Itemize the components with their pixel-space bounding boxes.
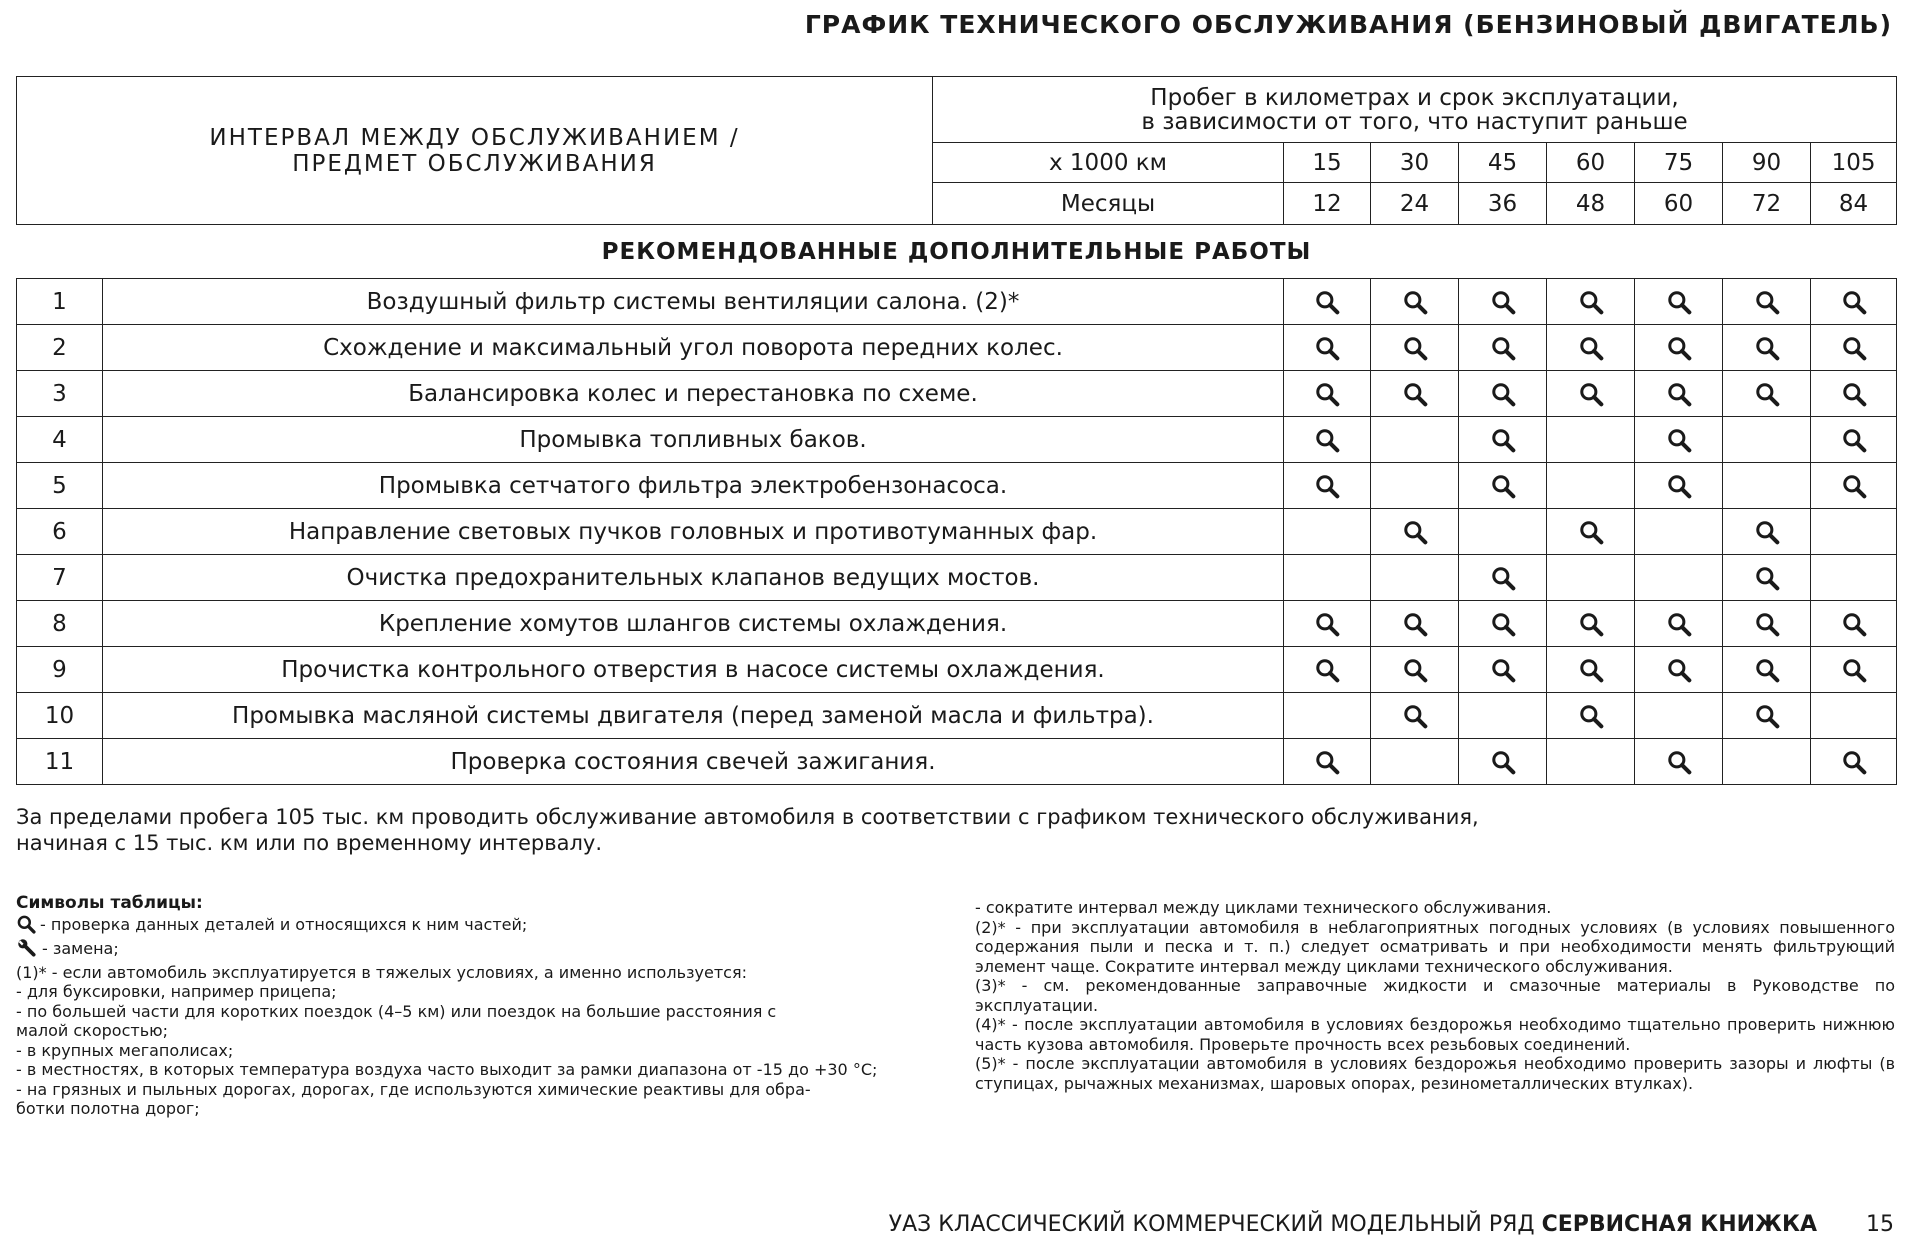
magnifier-icon: [1547, 289, 1634, 315]
schedule-cell: [1371, 325, 1459, 371]
row-description: Промывка сетчатого фильтра электробензонасоса.: [103, 463, 1284, 509]
row-number: 10: [17, 693, 103, 739]
schedule-cell: [1459, 279, 1547, 325]
months-value: 12: [1284, 183, 1371, 225]
schedule-cell: [1547, 555, 1635, 601]
schedule-cell: [1811, 739, 1897, 785]
row-description: Прочистка контрольного отверстия в насосе системы охлаждения.: [103, 647, 1284, 693]
page-title: ГРАФИК ТЕХНИЧЕСКОГО ОБСЛУЖИВАНИЯ (БЕНЗИНОВЫЙ ДВИГАТЕЛЬ): [804, 10, 1892, 39]
schedule-cell: [1635, 739, 1723, 785]
table-row: [17, 417, 1897, 463]
legend-right-column: [975, 898, 1895, 1093]
table-row: [17, 601, 1897, 647]
schedule-cell: [1547, 417, 1635, 463]
schedule-cell: [1723, 279, 1811, 325]
schedule-cell: [1547, 279, 1635, 325]
schedule-cell: [1459, 693, 1547, 739]
magnifier-icon: [1284, 749, 1370, 775]
legend-note-line: (4)* - после эксплуатации автомобиля в условиях бездорожья необходимо тщательно проверить нижнюю часть кузова автомобиля. Проверьте прочность всех резьбовых соединений.: [975, 1015, 1895, 1054]
magnifier-icon: [1371, 657, 1458, 683]
schedule-cell: [1371, 463, 1459, 509]
magnifier-icon: [1459, 335, 1546, 361]
schedule-cell: [1811, 279, 1897, 325]
schedule-cell: [1371, 371, 1459, 417]
row-description: Направление световых пучков головных и противотуманных фар.: [103, 509, 1284, 555]
wrench-icon: [16, 938, 38, 963]
legend-check-text: - проверка данных деталей и относящихся к ним частей;: [40, 914, 528, 934]
schedule-cell: [1371, 509, 1459, 555]
km-label: x 1000 км: [933, 143, 1284, 183]
magnifier-icon: [16, 914, 36, 939]
magnifier-icon: [1284, 427, 1370, 453]
schedule-cell: [1811, 647, 1897, 693]
row-description: Схождение и максимальный угол поворота передних колес.: [103, 325, 1284, 371]
magnifier-icon: [1284, 335, 1370, 361]
km-value: 15: [1284, 143, 1371, 183]
legend-replace-text: - замена;: [42, 939, 119, 958]
schedule-cell: [1284, 693, 1371, 739]
mileage-header-line2: в зависимости от того, что наступит раньше: [1141, 108, 1688, 135]
row-number: 3: [17, 371, 103, 417]
magnifier-icon: [1547, 381, 1634, 407]
magnifier-icon: [1459, 611, 1546, 637]
schedule-cell: [1547, 371, 1635, 417]
interval-header-line1: ИНТЕРВАЛ МЕЖДУ ОБСЛУЖИВАНИЕМ /: [209, 124, 740, 151]
magnifier-icon: [1371, 335, 1458, 361]
magnifier-icon: [1635, 473, 1722, 499]
legend-note-line: - по большей части для коротких поездок (4–5 км) или поездок на большие расстояния с: [16, 1001, 777, 1021]
schedule-cell: [1723, 555, 1811, 601]
row-number: 7: [17, 555, 103, 601]
magnifier-icon: [1635, 289, 1722, 315]
magnifier-icon: [1811, 335, 1896, 361]
km-value: 30: [1371, 143, 1459, 183]
schedule-cell: [1459, 555, 1547, 601]
schedule-cell: [1284, 325, 1371, 371]
page-footer: [889, 1212, 1894, 1237]
footer-booklet: СЕРВИСНАЯ КНИЖКА: [1541, 1212, 1817, 1237]
mileage-beyond-note: [16, 804, 1896, 856]
table-row: [17, 509, 1897, 555]
magnifier-icon: [1284, 381, 1370, 407]
table-row: [17, 371, 1897, 417]
schedule-cell: [1811, 417, 1897, 463]
schedule-cell: [1547, 647, 1635, 693]
magnifier-icon: [1284, 289, 1370, 315]
schedule-cell: [1547, 509, 1635, 555]
magnifier-icon: [1371, 703, 1458, 729]
km-value: 105: [1811, 143, 1897, 183]
schedule-cell: [1284, 463, 1371, 509]
row-number: 5: [17, 463, 103, 509]
row-description: Очистка предохранительных клапанов ведущих мостов.: [103, 555, 1284, 601]
magnifier-icon: [1284, 611, 1370, 637]
magnifier-icon: [1547, 335, 1634, 361]
magnifier-icon: [1723, 611, 1810, 637]
magnifier-icon: [1635, 427, 1722, 453]
legend-heading: Символы таблицы:: [16, 893, 203, 913]
months-value: 24: [1371, 183, 1459, 225]
mileage-beyond-note-line2: начиная с 15 тыс. км или по временному интервалу.: [16, 831, 603, 855]
schedule-cell: [1459, 325, 1547, 371]
schedule-cell: [1547, 463, 1635, 509]
schedule-cell: [1723, 647, 1811, 693]
schedule-cell: [1723, 463, 1811, 509]
row-number: 8: [17, 601, 103, 647]
schedule-cell: [1459, 647, 1547, 693]
schedule-cell: [1284, 371, 1371, 417]
table-row: [17, 463, 1897, 509]
legend-note-line: - в крупных мегаполисах;: [16, 1040, 234, 1060]
row-number: 9: [17, 647, 103, 693]
magnifier-icon: [1459, 289, 1546, 315]
km-value: 90: [1723, 143, 1811, 183]
magnifier-icon: [1547, 657, 1634, 683]
row-description: Воздушный фильтр системы вентиляции салона. (2)*: [103, 279, 1284, 325]
magnifier-icon: [1459, 381, 1546, 407]
legend-note-line: (2)* - при эксплуатации автомобиля в неблагоприятных погодных условиях (в условиях повышенного содержания пыли и песка и т. п.) следует осматривать и при необходимости менять фильтрующий элемент чаще. Сократите интервал между циклами технического обслуживания.: [975, 917, 1895, 976]
schedule-cell: [1723, 417, 1811, 463]
schedule-cell: [1284, 647, 1371, 693]
schedule-cell: [1811, 463, 1897, 509]
magnifier-icon: [1811, 749, 1896, 775]
row-description: Крепление хомутов шлангов системы охлаждения.: [103, 601, 1284, 647]
magnifier-icon: [1635, 749, 1722, 775]
schedule-cell: [1547, 693, 1635, 739]
schedule-cell: [1635, 693, 1723, 739]
schedule-cell: [1723, 371, 1811, 417]
magnifier-icon: [1723, 519, 1810, 545]
table-row: [17, 555, 1897, 601]
months-value: 84: [1811, 183, 1897, 225]
schedule-cell: [1635, 417, 1723, 463]
schedule-cell: [1635, 279, 1723, 325]
magnifier-icon: [1547, 611, 1634, 637]
magnifier-icon: [1459, 473, 1546, 499]
months-value: 48: [1547, 183, 1635, 225]
row-description: Промывка топливных баков.: [103, 417, 1284, 463]
schedule-cell: [1547, 739, 1635, 785]
schedule-cell: [1811, 371, 1897, 417]
row-number: 6: [17, 509, 103, 555]
table-row: [17, 739, 1897, 785]
km-value: 60: [1547, 143, 1635, 183]
schedule-cell: [1635, 371, 1723, 417]
magnifier-icon: [1284, 473, 1370, 499]
schedule-cell: [1723, 739, 1811, 785]
interval-header-line2: ПРЕДМЕТ ОБСЛУЖИВАНИЯ: [292, 150, 657, 177]
schedule-cell: [1635, 463, 1723, 509]
magnifier-icon: [1811, 381, 1896, 407]
maintenance-schedule-table: [16, 76, 1897, 785]
magnifier-icon: [1811, 427, 1896, 453]
schedule-cell: [1547, 325, 1635, 371]
months-value: 36: [1459, 183, 1547, 225]
table-row: [17, 325, 1897, 371]
schedule-cell: [1635, 601, 1723, 647]
months-value: 60: [1635, 183, 1723, 225]
magnifier-icon: [1723, 381, 1810, 407]
legend-left-column: [16, 894, 936, 1119]
schedule-cell: [1371, 417, 1459, 463]
schedule-cell: [1723, 601, 1811, 647]
magnifier-icon: [1459, 749, 1546, 775]
schedule-cell: [1723, 325, 1811, 371]
magnifier-icon: [1371, 381, 1458, 407]
schedule-cell: [1371, 693, 1459, 739]
schedule-cell: [1284, 279, 1371, 325]
km-value: 45: [1459, 143, 1547, 183]
row-number: 2: [17, 325, 103, 371]
legend-note-line: - в местностях, в которых температура воздуха часто выходит за рамки диапазона от -15 до +30 °С;: [16, 1060, 878, 1079]
magnifier-icon: [1371, 519, 1458, 545]
magnifier-icon: [1371, 289, 1458, 315]
schedule-cell: [1371, 647, 1459, 693]
months-label: Месяцы: [933, 183, 1284, 225]
schedule-cell: [1811, 555, 1897, 601]
schedule-cell: [1284, 509, 1371, 555]
magnifier-icon: [1635, 611, 1722, 637]
section-title: РЕКОМЕНДОВАННЫЕ ДОПОЛНИТЕЛЬНЫЕ РАБОТЫ: [17, 225, 1897, 279]
magnifier-icon: [1547, 703, 1634, 729]
magnifier-icon: [1723, 289, 1810, 315]
schedule-cell: [1635, 555, 1723, 601]
row-number: 4: [17, 417, 103, 463]
page-number: 15: [1866, 1212, 1894, 1237]
mileage-header-line1: Пробег в километрах и срок эксплуатации,: [1150, 84, 1679, 111]
magnifier-icon: [1635, 381, 1722, 407]
magnifier-icon: [1284, 657, 1370, 683]
legend-note-line: (5)* - после эксплуатации автомобиля в условиях бездорожья необходимо проверить зазоры и люфты (в ступицах, рычажных механизмах, шаровых опорах, резинометаллических втулках).: [975, 1054, 1895, 1093]
schedule-cell: [1723, 693, 1811, 739]
schedule-cell: [1371, 555, 1459, 601]
schedule-cell: [1371, 739, 1459, 785]
schedule-cell: [1547, 601, 1635, 647]
magnifier-icon: [1459, 427, 1546, 453]
table-row: [17, 693, 1897, 739]
km-value: 75: [1635, 143, 1723, 183]
magnifier-icon: [1635, 657, 1722, 683]
footer-model: УАЗ КЛАССИЧЕСКИЙ КОММЕРЧЕСКИЙ МОДЕЛЬНЫЙ РЯД: [888, 1212, 1535, 1237]
schedule-cell: [1371, 279, 1459, 325]
interval-header-cell: [17, 77, 933, 225]
schedule-cell: [1284, 555, 1371, 601]
months-value: 72: [1723, 183, 1811, 225]
mileage-header-cell: [933, 77, 1897, 143]
schedule-cell: [1635, 325, 1723, 371]
schedule-cell: [1284, 417, 1371, 463]
row-number: 11: [17, 739, 103, 785]
legend-note-line: ботки полотна дорог;: [16, 1099, 200, 1118]
schedule-cell: [1811, 509, 1897, 555]
schedule-cell: [1811, 325, 1897, 371]
schedule-cell: [1459, 601, 1547, 647]
legend-note-line: - сократите интервал между циклами технического обслуживания.: [975, 898, 1552, 917]
magnifier-icon: [1459, 657, 1546, 683]
magnifier-icon: [1371, 611, 1458, 637]
schedule-cell: [1459, 417, 1547, 463]
magnifier-icon: [1459, 565, 1546, 591]
magnifier-icon: [1723, 703, 1810, 729]
legend-note-line: малой скоростью;: [16, 1021, 168, 1040]
schedule-cell: [1459, 739, 1547, 785]
legend-note-line: - для буксировки, например прицепа;: [16, 982, 337, 1001]
schedule-cell: [1284, 739, 1371, 785]
row-description: Проверка состояния свечей зажигания.: [103, 739, 1284, 785]
magnifier-icon: [1723, 657, 1810, 683]
magnifier-icon: [1723, 335, 1810, 361]
table-row: [17, 647, 1897, 693]
magnifier-icon: [1635, 335, 1722, 361]
schedule-cell: [1459, 463, 1547, 509]
row-number: 1: [17, 279, 103, 325]
row-description: Промывка масляной системы двигателя (перед заменой масла и фильтра).: [103, 693, 1284, 739]
schedule-cell: [1811, 601, 1897, 647]
magnifier-icon: [1811, 611, 1896, 637]
magnifier-icon: [1723, 565, 1810, 591]
schedule-cell: [1811, 693, 1897, 739]
legend-note-line: (3)* - см. рекомендованные заправочные жидкости и смазочные материалы в Руководстве по эксплуатации.: [975, 976, 1895, 1015]
schedule-cell: [1635, 509, 1723, 555]
magnifier-icon: [1811, 289, 1896, 315]
legend-check-line: [16, 914, 936, 939]
schedule-cell: [1459, 371, 1547, 417]
row-description: Балансировка колес и перестановка по схеме.: [103, 371, 1284, 417]
schedule-cell: [1635, 647, 1723, 693]
table-row: [17, 279, 1897, 325]
magnifier-icon: [1811, 657, 1896, 683]
schedule-cell: [1284, 601, 1371, 647]
schedule-cell: [1371, 601, 1459, 647]
mileage-beyond-note-line1: За пределами пробега 105 тыс. км проводить обслуживание автомобиля в соответствии с графиком технического обслуживания,: [16, 805, 1479, 829]
legend-note-line: - на грязных и пыльных дорогах, дорогах, где используются химические реактивы для обра-: [16, 1079, 811, 1099]
schedule-cell: [1459, 509, 1547, 555]
legend-note-line: (1)* - если автомобиль эксплуатируется в тяжелых условиях, а именно используется:: [16, 962, 747, 982]
magnifier-icon: [1547, 519, 1634, 545]
schedule-cell: [1723, 509, 1811, 555]
legend-replace-line: [16, 938, 936, 963]
magnifier-icon: [1811, 473, 1896, 499]
